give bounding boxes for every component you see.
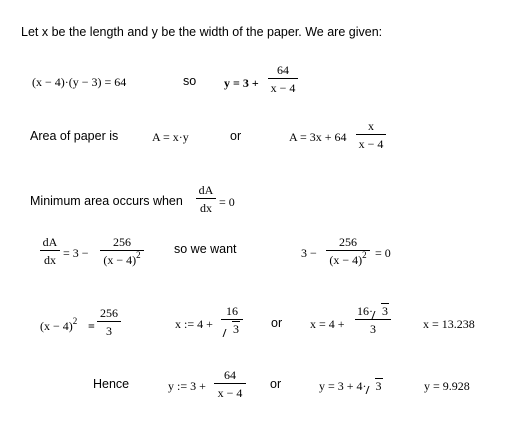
deriv-lhs-den: dx [44, 253, 56, 267]
deriv-lhs-num: dA [42, 235, 58, 249]
want-lhs: 3 − [301, 246, 317, 260]
min-derivative-den: dx [200, 201, 212, 215]
y-eq-expr: y = 3 + 4· 3 [319, 379, 382, 393]
area-eq2-lhs: A = 3x + 64 [289, 130, 347, 144]
given-equation: (x − 4)·(y − 3) = 64 [32, 75, 127, 89]
x-eq-lhs: x = 4 + [310, 317, 345, 331]
x-assign-lhs: x := 4 + [175, 317, 213, 331]
deriv-fraction-num: 256 [113, 235, 131, 249]
so-label: so [183, 74, 197, 88]
solve-or-label: or [271, 316, 283, 330]
x-eq-fraction [355, 305, 391, 335]
min-rhs: = 0 [219, 195, 235, 209]
so-we-want-label: so we want [174, 242, 237, 256]
y-assign-den: x − 4 [217, 386, 243, 400]
hence-label: Hence [93, 377, 130, 391]
solve-fraction-num: 256 [100, 306, 118, 320]
y-assign-num: 64 [224, 368, 236, 382]
area-or-label: or [230, 129, 242, 143]
solve-eq-sign: = [88, 319, 95, 333]
want-fraction-num: 256 [339, 235, 357, 249]
minimum-label: Minimum area occurs when [30, 194, 183, 208]
area-fraction-den: x − 4 [358, 137, 384, 151]
area-fraction-num: x [368, 119, 374, 133]
want-rhs: = 0 [375, 246, 391, 260]
hence-or-label: or [270, 377, 282, 391]
min-derivative-num: dA [198, 183, 214, 197]
want-fraction [326, 236, 370, 266]
area-equation: A = x·y [152, 130, 189, 144]
y-fraction-num: 64 [277, 63, 289, 77]
x-value: x = 13.238 [423, 317, 475, 331]
deriv-lhs [40, 236, 60, 266]
area-label: Area of paper is [30, 129, 119, 143]
solve-fraction [97, 307, 121, 337]
x-assign-num: 16 [226, 304, 238, 318]
area-fraction [356, 120, 386, 150]
x-assign-fraction [221, 305, 243, 335]
y-assign-lhs: y := 3 + [168, 379, 206, 393]
min-derivative [196, 184, 216, 214]
y-value: y = 9.928 [424, 379, 470, 393]
want-fraction-den: $(x - 4)^2$ [329, 250, 367, 267]
solve-fraction-den: 3 [106, 324, 112, 338]
y-fraction-den: x − 4 [270, 81, 296, 95]
x-eq-num: 16· 3 [357, 304, 388, 318]
y-expr-lhs: y = 3 + [224, 76, 259, 90]
deriv-fraction [100, 236, 144, 266]
x-eq-den: 3 [370, 322, 376, 336]
y-fraction [268, 64, 298, 94]
deriv-mid: = 3 − [63, 246, 89, 260]
deriv-fraction-den: $(x - 4)^2$ [103, 250, 141, 267]
solve-lhs: $(x - 4)^2$ [40, 316, 78, 333]
intro-text: Let x be the length and y be the width of the paper. We are given: [21, 25, 383, 39]
y-assign-fraction [214, 369, 246, 399]
x-assign-den: 3 [221, 320, 243, 335]
